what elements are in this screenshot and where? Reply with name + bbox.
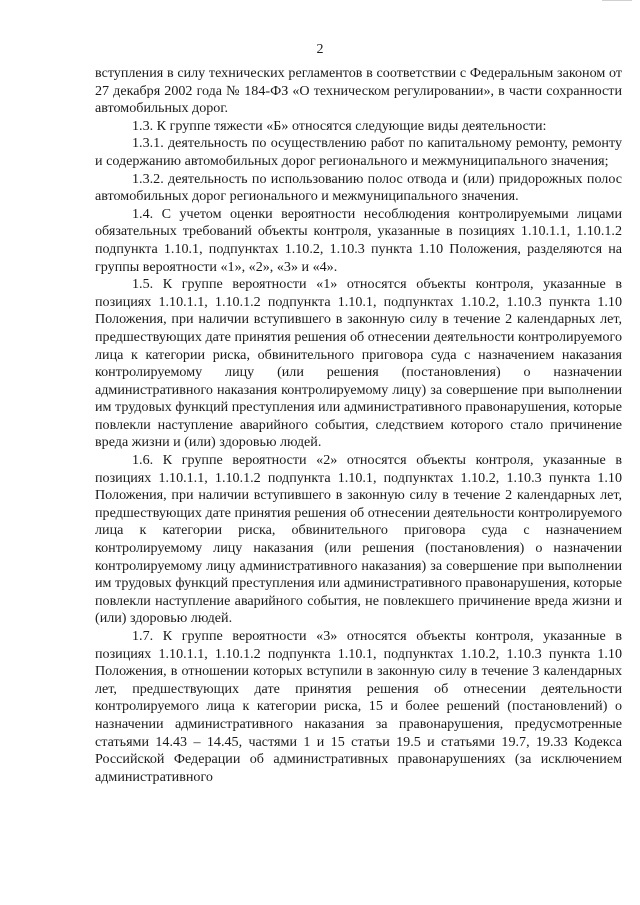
paragraph-1-4: 1.4. С учетом оценки вероятности несоблюдения контролируемыми лицами обязательных требований объекты контроля, указанные в позициях 1.10.1.1, 1.10.1.2 подпункта 1.10.1, подпунктах 1.10.2, 1.10.3 пункта 1.10 Положения, разделяются на группы вероятности «1», «2», «3» и «4». — [95, 205, 622, 275]
page-number: 2 — [316, 42, 324, 57]
paragraph-1-6: 1.6. К группе вероятности «2» относятся объекты контроля, указанные в позициях 1.10.1.1, 1.10.1.2 подпункта 1.10.1, подпунктах 1.10.2, 1.10.3 пункта 1.10 Положения, при наличии вступившего в законную силу в течение 2 календарных лет, предшествующих дате принятия решения об отнесении деятельности контролируемого лица к категории риска, обвинительного приговора суда с назначением контролируемому лицу наказания (или решения (постановления) о назначении контролируемому лицу административного наказания) за совершение при выполнении им трудовых функций преступления или административного правонарушения, которые повлекли наступление аварийного события, не повлекшего причинение вреда жизни и (или) здоровью людей. — [95, 452, 622, 627]
scan-edge-mark — [602, 0, 632, 3]
paragraph-continuation: вступления в силу технических регламентов в соответствии с Федеральным законом от 27 декабря 2002 года № 184-ФЗ «О техническом регулировании», в части сохранности автомобильных дорог. — [95, 65, 622, 117]
paragraph-1-3: 1.3. К группе тяжести «Б» относятся следующие виды деятельности: — [132, 117, 547, 134]
paragraph-1-3-1: 1.3.1. деятельность по осуществлению работ по капитальному ремонту, ремонту и содержанию автомобильных дорог регионального и межмуниципального значения; — [95, 135, 622, 169]
paragraph-1-7: 1.7. К группе вероятности «3» относятся объекты контроля, указанные в позициях 1.10.1.1, 1.10.1.2 подпункта 1.10.1, подпунктах 1.10.2, 1.10.3 пункта 1.10 Положения, в отношении которых вступили в законную силу в течение 3 календарных лет, предшествующих дате принятия решения об отнесении деятельности контролируемого лица к категории риска, 15 и более решений (постановлений) о назначении административного наказания за правонарушения, предусмотренные статьями 14.43 – 14.45, частями 1 и 15 статьи 19.5 и статьями 19.7, 19.33 Кодекса Российской Федерации об административных правонарушениях (за исключением административного — [95, 628, 622, 785]
paragraph-1-5: 1.5. К группе вероятности «1» относятся объекты контроля, указанные в позициях 1.10.1.1, 1.10.1.2 подпункта 1.10.1, подпунктах 1.10.2, 1.10.3 пункта 1.10 Положения, при наличии вступившего в законную силу в течение 2 календарных лет, предшествующих дате принятия решения об отнесении деятельности контролируемого лица к категории риска, обвинительного приговора суда с назначением наказания контролируемому лицу (или решения (постановления) о назначении административного наказания контролируемому лицу) за совершение при выполнении им трудовых функций преступления или административного правонарушения, которые повлекли наступление аварийного события, следствием которого стало причинение вреда жизни и (или) здоровью людей. — [95, 276, 622, 451]
document-body — [95, 65, 622, 786]
paragraph-1-3-2: 1.3.2. деятельность по использованию полос отвода и (или) придорожных полос автомобильных дорог регионального и межмуниципального значения. — [95, 170, 622, 205]
